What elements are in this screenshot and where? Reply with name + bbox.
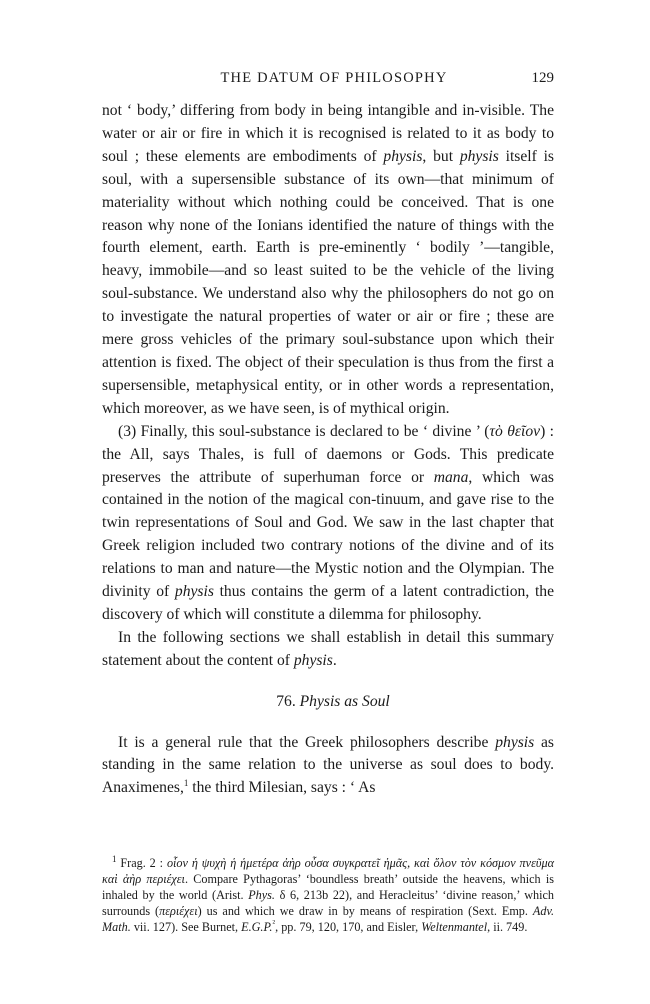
- page-number: 129: [531, 70, 554, 86]
- text-run: the third Milesian, says : ‘ As: [188, 779, 376, 797]
- text-run: (3) Finally, this soul-substance is declared to be ‘ divine ’ (: [118, 422, 490, 440]
- italic-term: physis: [293, 651, 333, 669]
- text-run: ) us and which we draw in by means of respiration (Sext. Emp.: [197, 904, 533, 919]
- text-run: . Compare Pythagoras’ ‘boundless breath’ outside the heavens, which is inhaled by the world (Arist.: [102, 872, 554, 903]
- text-run: as standing in the same relation to the universe as soul does to body. Anaximenes,: [102, 733, 554, 797]
- italic-term: physis: [383, 147, 423, 165]
- paragraph-3: [102, 627, 554, 673]
- footnotes: [102, 855, 554, 935]
- paragraph-1: [102, 100, 554, 421]
- text-run: It is a general rule that the Greek philosophers describe: [118, 733, 496, 751]
- italic-term: Adv. Math.: [102, 904, 555, 935]
- footnote-ref[interactable]: 1: [183, 778, 189, 789]
- text-run: itself is soul, with a supersensible substance of its own—that minimum of materiality without which nothing could be conceived. That is one reason why none of the Ionians identified the nature of things with the fourth element, earth. Earth is pre-eminently ‘ bodily ’—tangible, heavy, immobile—and so least suited to be the vehicle of the living soul-substance. We understand also why the philosophers do not go on to investigate the natural properties of water or air or fire ; these are mere gross vehicles of the primary soul-substance upon which their attention is fixed. The object of their speculation is thus from the first a supersensible, metaphysical entity, or in other words a representation, which moreover, as we have seen, is of mythical origin.: [102, 147, 554, 417]
- italic-term: physis: [495, 733, 535, 751]
- section-title: Physis as Soul: [299, 692, 390, 710]
- greek-term: τὸ θεῖον: [489, 422, 541, 440]
- section-number: 76.: [276, 692, 296, 710]
- paragraph-4: [102, 732, 554, 801]
- italic-term: Phys.: [248, 888, 275, 903]
- italic-term: Weltenmantel: [421, 920, 488, 935]
- section-heading: [102, 691, 554, 714]
- greek-quote: οἷον ἡ ψυχὴ ἡ ἡμετέρα ἀὴρ οὖσα συγκρατεῖ ἡμᾶς, καὶ ὅλον τὸν κόσμον πνεῦμα καὶ ἀὴρ περιέχει: [102, 856, 554, 887]
- footnote-1: [102, 855, 554, 935]
- text-run: not ‘ body,’ differing from body in being intangible and in-visible. The water or air or fire in which it is recognised is related to it as body to soul ; these elements are embodiments of: [102, 102, 554, 165]
- italic-term: physis: [174, 583, 214, 601]
- text-run: ) : the All, says Thales, is full of daemons or Gods. This predicate preserves the attribute of superhuman force or: [102, 422, 554, 486]
- running-title: THE DATUM OF PHILOSOPHY: [220, 70, 448, 86]
- spacer: [102, 673, 554, 691]
- text-run: , pp. 79, 120, 170, and Eisler,: [275, 920, 422, 935]
- italic-term: physis: [459, 147, 499, 165]
- edition-marker: ²: [272, 918, 276, 929]
- text-run: Frag. 2 :: [116, 856, 167, 870]
- text-run: In the following sections we shall establish in detail this summary statement about the content of: [102, 628, 554, 669]
- text-run: δ 6, 213b 22), and Heracleitus’ ‘divine reason,’ which surrounds (: [102, 888, 555, 919]
- main-text: [102, 100, 554, 800]
- greek-term: περιέχει: [159, 904, 198, 919]
- text-run: vii. 127). See Burnet,: [130, 920, 242, 935]
- text-run: thus contains the germ of a latent contradiction, the discovery of which will constitute a dilemma for philosophy.: [102, 583, 554, 623]
- italic-term: mana: [433, 468, 469, 486]
- paragraph-2: [102, 421, 554, 627]
- text-run: , but: [422, 147, 460, 165]
- text-run: , which was contained in the notion of the magical con-tinuum, and gave rise to the twin representations of Soul and God. We saw in the last chapter that Greek religion included two contrary notions of the divine and of its relations to man and nature—the Mystic notion and the Olympian. The divinity of: [102, 468, 554, 601]
- text-run: .: [332, 651, 337, 669]
- running-header: [102, 70, 554, 92]
- text-run: , ii. 749.: [487, 920, 528, 935]
- footnote-marker: 1: [112, 853, 117, 864]
- italic-term: E.G.P.: [241, 920, 273, 935]
- spacer: [102, 714, 554, 732]
